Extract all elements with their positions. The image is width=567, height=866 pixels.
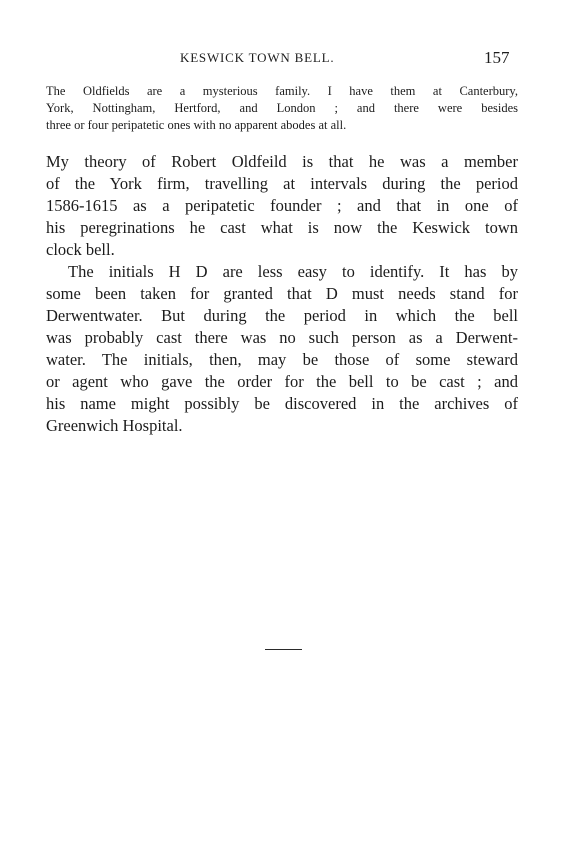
paragraph-line: clock bell. [46, 240, 115, 259]
running-head [0, 48, 567, 68]
paragraph-line: his peregrinations he cast what is now the Keswick town [46, 218, 518, 237]
body-text [46, 151, 518, 437]
paragraph-line: or agent who gave the order for the bell to be cast ; and [46, 372, 518, 391]
paragraph-line: his name might possibly be discovered in the archives of [46, 394, 518, 413]
paragraph-line: water. The initials, then, may be those of some steward [46, 350, 518, 369]
paragraph-line: The initials H D are less easy to identify. It has by [68, 262, 518, 281]
footnote-line: York, Nottingham, Hertford, and London ; and there were besides [46, 101, 518, 115]
paragraph-line: Greenwich Hospital. [46, 416, 183, 435]
end-rule [265, 649, 302, 650]
footnote [46, 83, 518, 134]
paragraph-line: My theory of Robert Oldfeild is that he was a member [46, 152, 518, 171]
footnote-line: three or four peripatetic ones with no apparent abodes at all. [46, 118, 347, 132]
footnote-line: The Oldfields are a mysterious family. I have them at Canterbury, [46, 84, 518, 98]
paragraph-line: Derwentwater. But during the period in which the bell [46, 306, 518, 325]
paragraph-line: some been taken for granted that D must needs stand for [46, 284, 518, 303]
paragraph-line: was probably cast there was no such person as a Derwent- [46, 328, 518, 347]
page-number: 157 [484, 48, 510, 67]
paragraph-line: of the York firm, travelling at intervals during the period [46, 174, 518, 193]
running-title: KESWICK TOWN BELL. [180, 50, 335, 65]
paragraph-line: 1586-1615 as a peripatetic founder ; and that in one of [46, 196, 518, 215]
